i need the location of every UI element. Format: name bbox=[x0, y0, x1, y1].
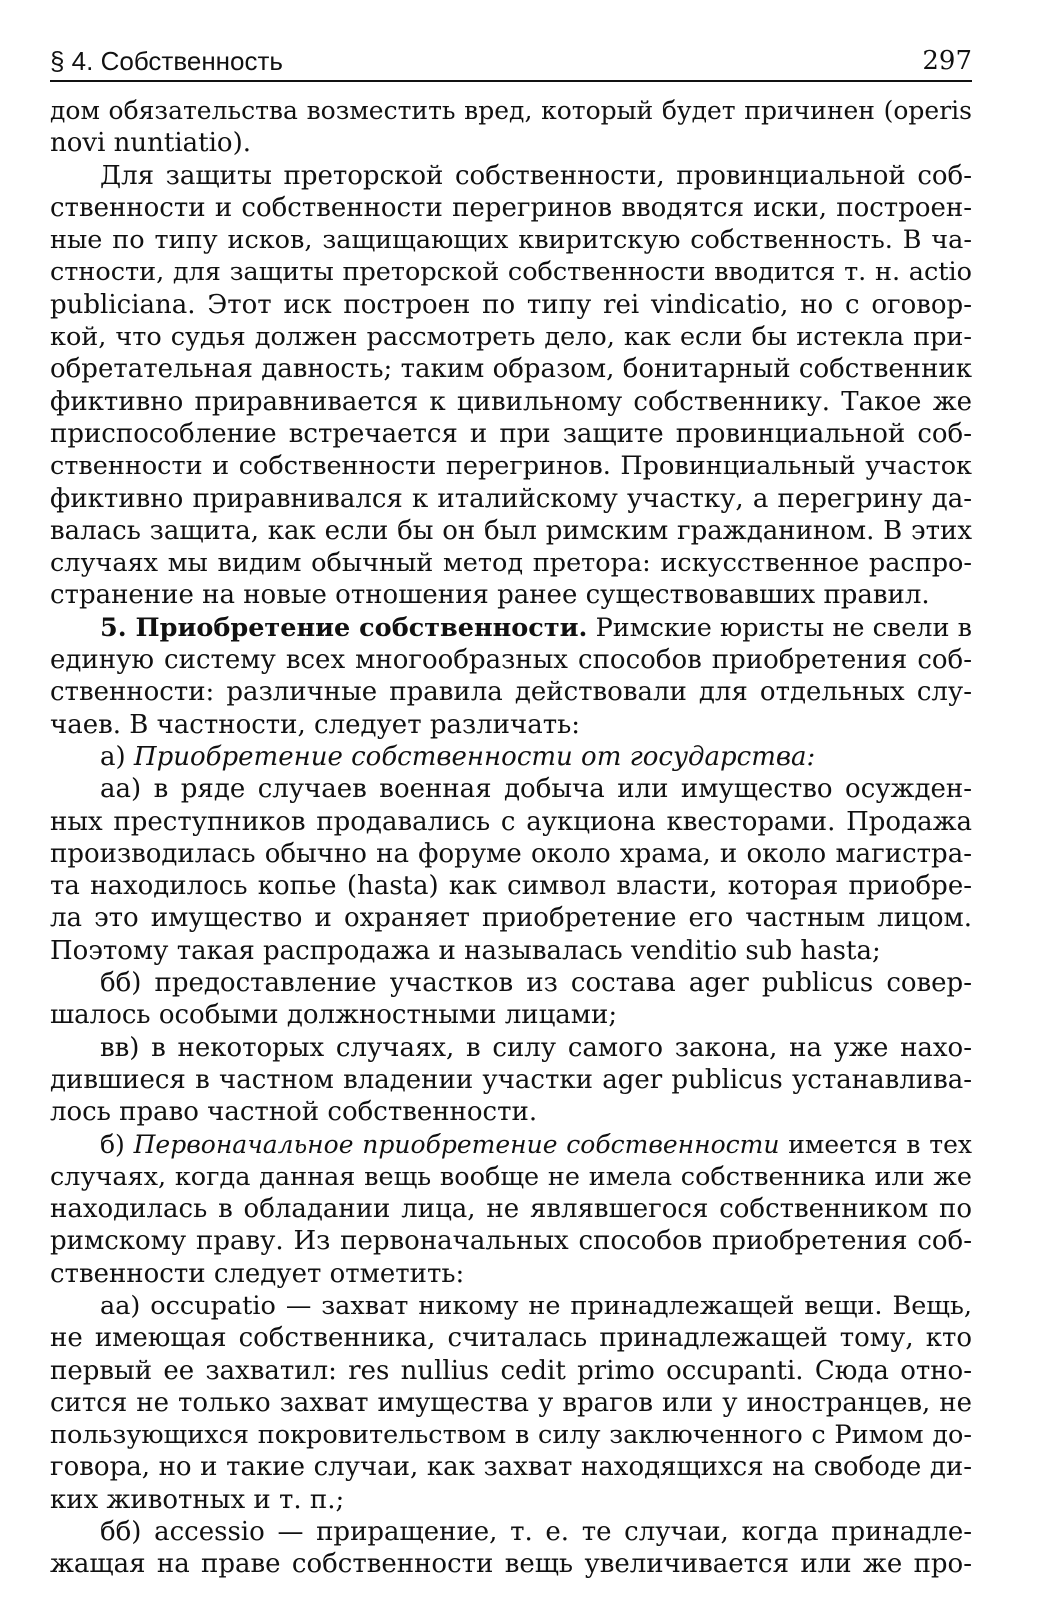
text-line: кой, что судья должен рассмотреть дело, как если бы истекла при- bbox=[50, 322, 972, 353]
text-line: ственности следует отметить: bbox=[50, 1258, 465, 1289]
text-line: случаях, когда данная вещь вообще не имела собственника или же bbox=[50, 1161, 972, 1192]
text-line: Поэтому такая распродажа и называлась venditio sub hasta; bbox=[50, 935, 881, 966]
text-line: фиктивно приравнивался к италийскому участку, а перегрину да- bbox=[50, 483, 972, 514]
italic-heading: Первоначальное приобретение собственности bbox=[133, 1129, 780, 1159]
text-line: ственности и собственности перегринов. Провинциальный участок bbox=[50, 451, 972, 482]
text-line: лось право частной собственности. bbox=[50, 1097, 538, 1128]
text-line: чаев. В частности, следует различать: bbox=[50, 709, 581, 740]
text-line: сится не только захват имущества у врагов или у иностранцев, не bbox=[50, 1387, 972, 1418]
paragraph bbox=[50, 160, 972, 612]
text-line: ственности и собственности перегринов вводятся иски, построен- bbox=[50, 192, 972, 223]
text-line: бб) accessio — приращение, т. е. те случаи, когда принадле- bbox=[100, 1517, 972, 1548]
running-header bbox=[50, 44, 972, 82]
text-line bbox=[50, 1129, 972, 1161]
text-line: жащая на праве собственности вещь увеличивается или же про- bbox=[50, 1549, 972, 1580]
paragraph bbox=[50, 612, 972, 741]
text-line: та находилось копье (hasta) как символ власти, которая приобре- bbox=[50, 871, 972, 902]
paragraph bbox=[50, 967, 972, 1032]
text-line: шалось особыми должностными лицами; bbox=[50, 1000, 618, 1031]
paragraph bbox=[50, 1516, 972, 1581]
italic-heading: Приобретение собственности от государства: bbox=[133, 741, 816, 772]
text-line: производилась обычно на форуме около храма, и около магистра- bbox=[50, 838, 972, 869]
page-number: 297 bbox=[922, 46, 972, 76]
text-line: обретательная давность; таким образом, бонитарный собственник bbox=[50, 354, 972, 385]
paragraph bbox=[50, 95, 972, 160]
text-line: приспособление встречается и при защите провинциальной соб- bbox=[50, 418, 972, 449]
text-line: фиктивно приравнивается к цивильному собственнику. Такое же bbox=[50, 386, 972, 417]
text-line: аа) occupatio — захват никому не принадлежащей вещи. Вещь, bbox=[100, 1290, 972, 1321]
text-line: не имеющая собственника, считалась принадлежащей тому, кто bbox=[50, 1323, 972, 1354]
text-line bbox=[50, 741, 972, 773]
text-line: Для защиты преторской собственности, провинциальной соб- bbox=[100, 160, 972, 191]
text-line: дом обязательства возместить вред, который будет причинен (operis bbox=[50, 96, 972, 125]
text-line: ные по типу исков, защищающих квиритскую собственность. В ча- bbox=[50, 225, 972, 256]
text-line: единую систему всех многообразных способов приобретения соб- bbox=[50, 645, 972, 676]
inline-text: Римские юристы не свели в bbox=[587, 612, 972, 643]
text-line: валась защита, как если бы он был римским гражданином. В этих bbox=[50, 515, 972, 546]
section-title: § 4. Собственность bbox=[50, 46, 283, 76]
text-line: ственности: различные правила действовали для отдельных слу- bbox=[50, 677, 972, 708]
text-line: ных преступников продавались с аукциона квесторами. Продажа bbox=[50, 806, 972, 837]
text-line bbox=[50, 612, 972, 644]
text-line: первый ее захватил: res nullius cedit primo occupanti. Сюда отно- bbox=[50, 1355, 972, 1386]
text-line: римскому праву. Из первоначальных способов приобретения соб- bbox=[50, 1226, 972, 1257]
text-line: говора, но и такие случаи, как захват находящихся на свободе ди- bbox=[50, 1452, 972, 1483]
paragraph bbox=[50, 1290, 972, 1516]
inline-text: имеется в тех bbox=[779, 1129, 972, 1159]
list-marker: а) bbox=[100, 741, 134, 772]
text-line: аа) в ряде случаев военная добыча или имущество осужден- bbox=[100, 774, 972, 805]
text-line: ла это имущество и охраняет приобретение его частным лицом. bbox=[50, 903, 972, 934]
paragraph bbox=[50, 1032, 972, 1129]
text-line: novi nuntiatio). bbox=[50, 128, 251, 159]
paragraph bbox=[50, 773, 972, 967]
text-line: случаях мы видим обычный метод претора: искусственное распро- bbox=[50, 548, 972, 579]
list-marker: б) bbox=[100, 1129, 134, 1159]
paragraph bbox=[50, 1129, 972, 1290]
text-line: находилась в обладании лица, не являвшегося собственником по bbox=[50, 1194, 972, 1225]
book-page bbox=[50, 0, 972, 1601]
page-body bbox=[50, 95, 972, 1581]
section-heading: 5. Приобретение собственности. bbox=[100, 612, 588, 643]
text-line: пользующихся покровительством в силу заключенного с Римом до- bbox=[50, 1420, 972, 1451]
text-line: дившиеся в частном владении участки ager publicus устанавлива- bbox=[50, 1064, 972, 1095]
text-line: странение на новые отношения ранее существовавших правил. bbox=[50, 580, 930, 611]
paragraph bbox=[50, 741, 972, 773]
text-line: ких животных и т. п.; bbox=[50, 1484, 345, 1515]
text-line: вв) в некоторых случаях, в силу самого закона, на уже нахо- bbox=[100, 1032, 972, 1063]
text-line: publiciana. Этот иск построен по типу rei vindicatio, но с оговор- bbox=[50, 289, 972, 320]
text-line: бб) предоставление участков из состава ager publicus совер- bbox=[100, 968, 972, 999]
text-line: стности, для защиты преторской собственности вводится т. н. actio bbox=[50, 257, 972, 288]
